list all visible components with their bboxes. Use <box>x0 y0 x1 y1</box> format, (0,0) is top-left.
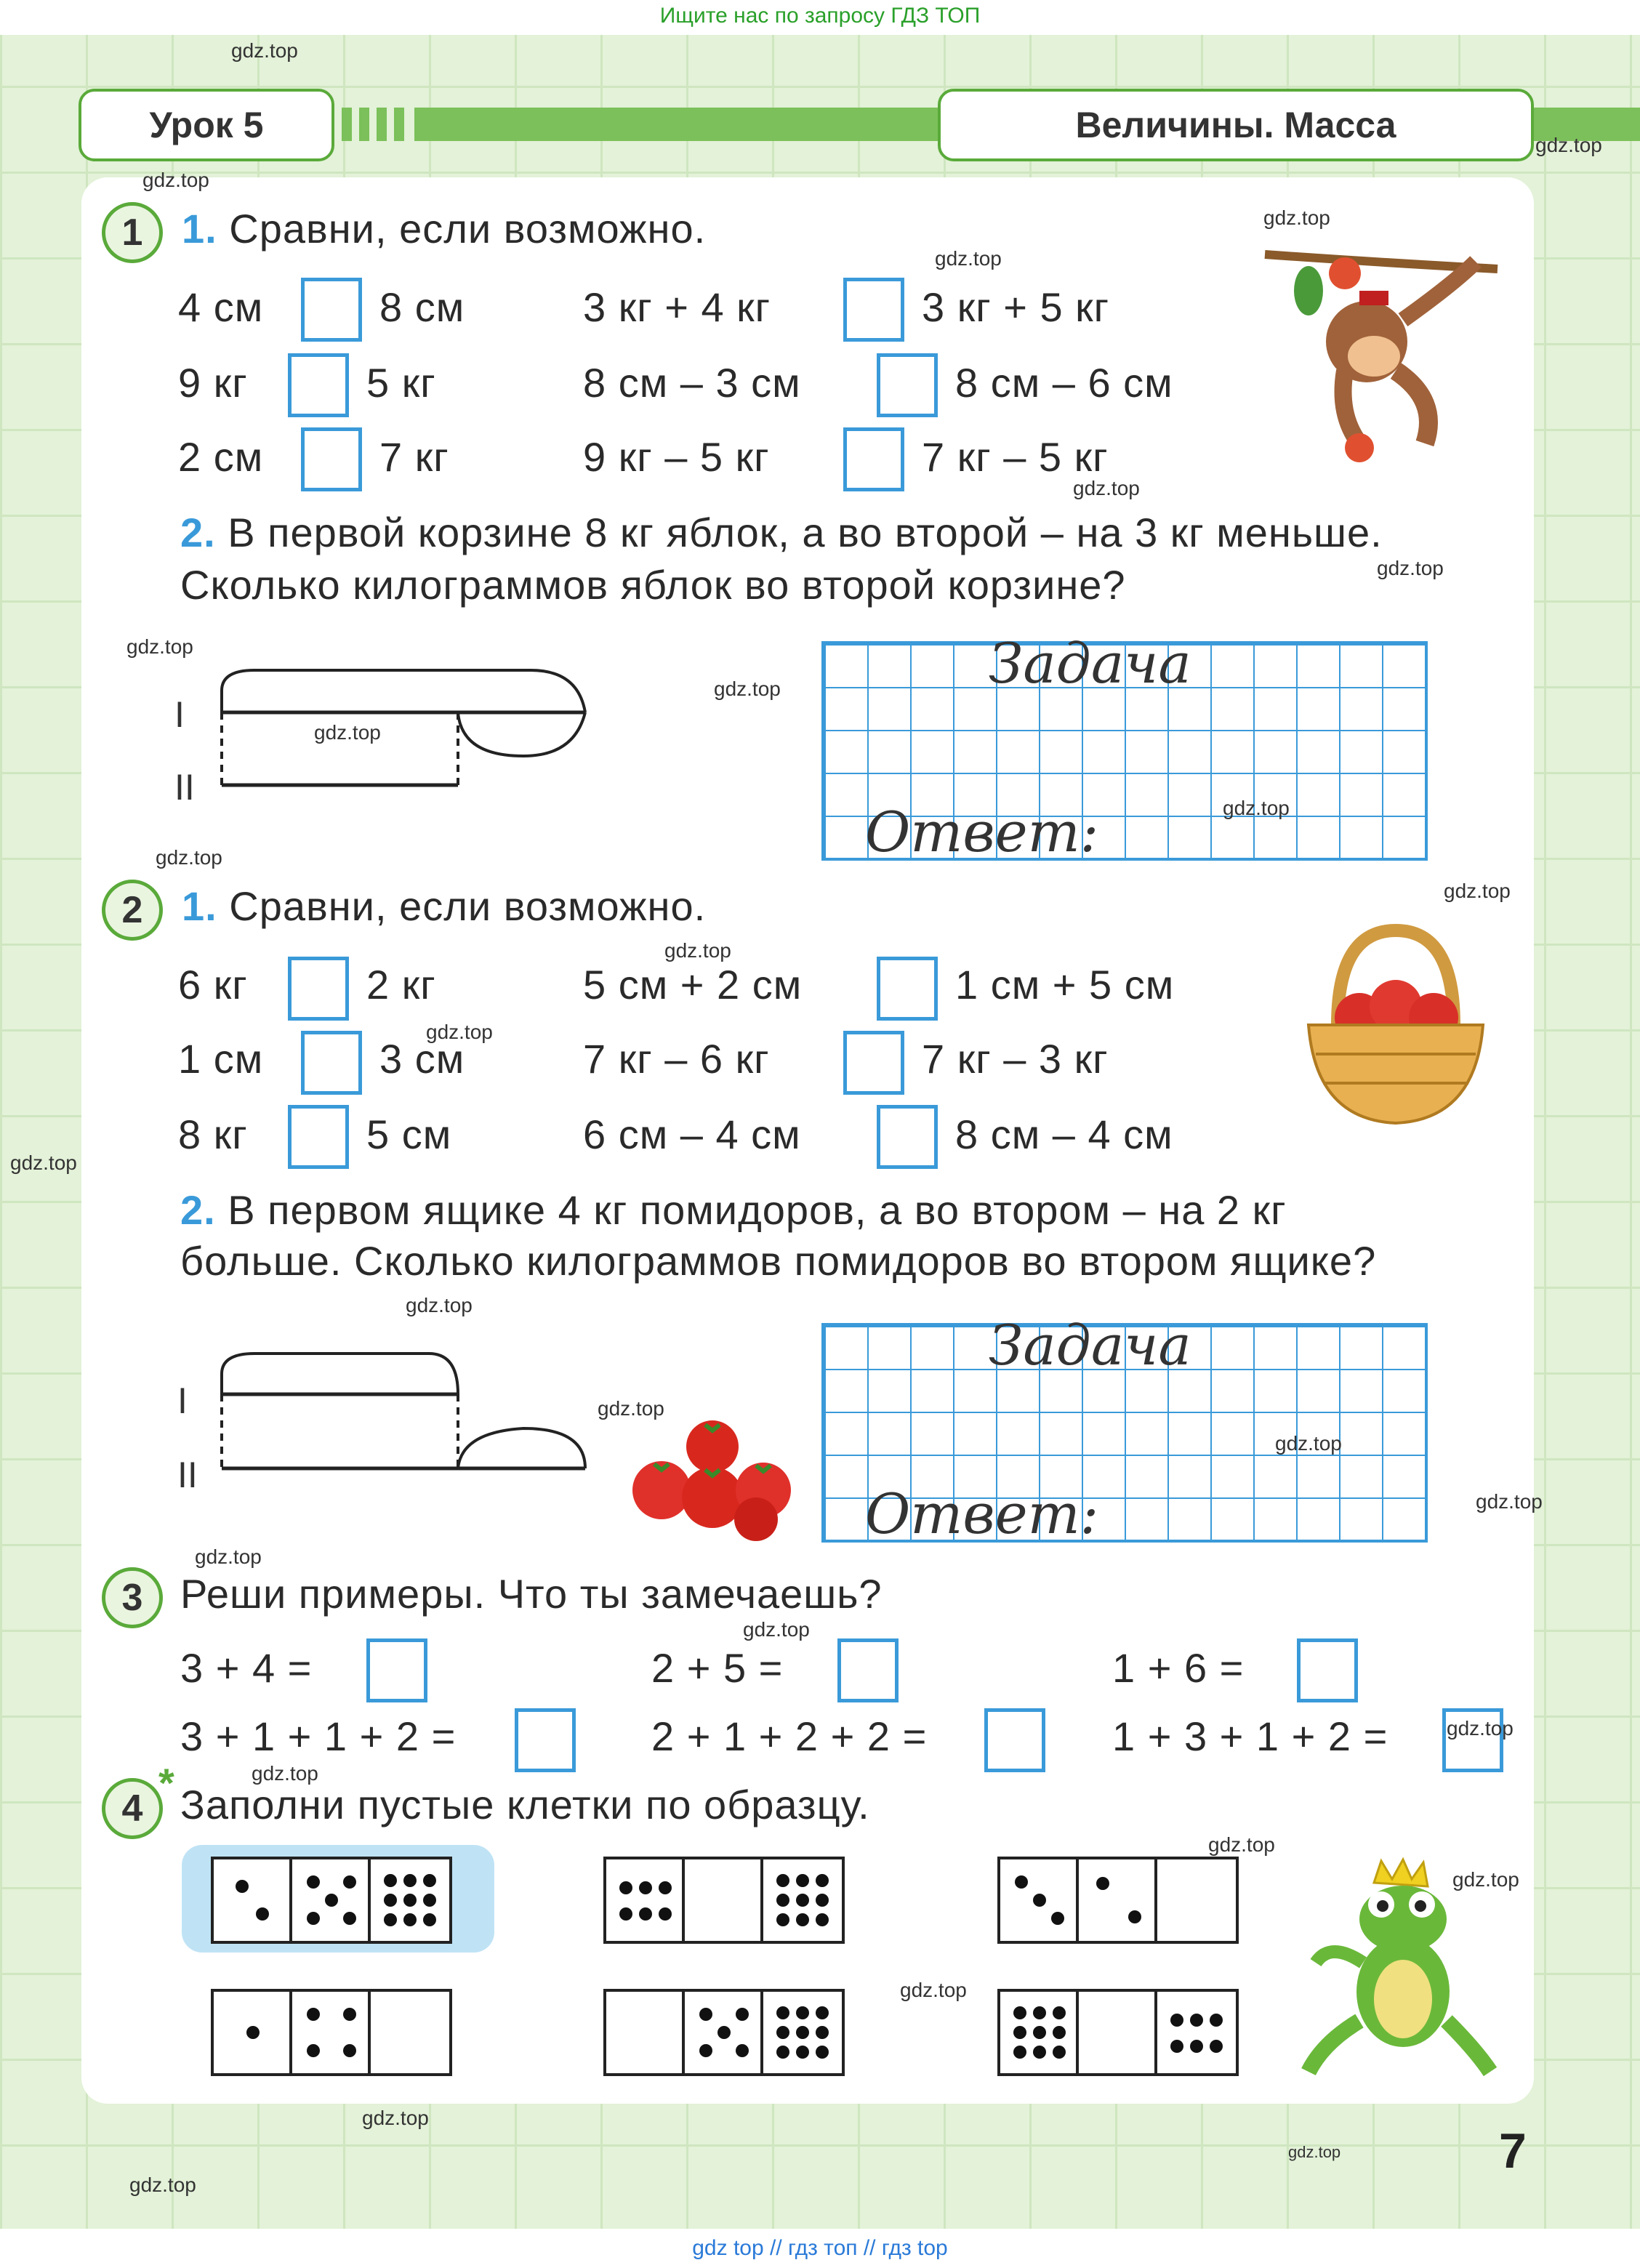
domino-exercise <box>211 1989 452 2076</box>
s1-r1-a: 4 см <box>178 284 264 330</box>
page-number: 7 <box>1499 2123 1527 2179</box>
answer-box[interactable] <box>366 1638 427 1702</box>
answer-box[interactable] <box>515 1708 576 1772</box>
domino-exercise <box>997 1857 1239 1944</box>
compare-box[interactable] <box>877 353 938 417</box>
s1-task2-line1 <box>180 509 1383 556</box>
s2-task2-num: 2. <box>180 1187 216 1233</box>
s1-r3-c: 9 кг – 5 кг <box>583 434 770 480</box>
compare-box[interactable] <box>843 1031 904 1095</box>
watermark-text: gdz.top <box>1073 477 1140 499</box>
s2-r3-b: 5 см <box>366 1111 452 1157</box>
otvet-label: Ответ: <box>865 800 1099 864</box>
s3-expr: 3 + 1 + 1 + 2 = <box>180 1713 457 1759</box>
s2-r2-a: 1 см <box>178 1036 264 1082</box>
compare-box[interactable] <box>288 1105 349 1169</box>
s1-task1-text: Сравни, если возможно. <box>229 206 707 252</box>
otvet-label: Ответ: <box>865 1481 1099 1546</box>
lesson-label: Урок 5 <box>79 89 334 161</box>
watermark-text: gdz.top <box>1476 1490 1543 1513</box>
compare-box[interactable] <box>877 957 938 1021</box>
domino-empty-cell[interactable] <box>1157 1859 1236 1941</box>
domino-cell <box>1079 1859 1157 1941</box>
watermark-text: gdz.top <box>195 1545 262 1568</box>
tomatoes-illustration <box>611 1410 800 1541</box>
watermark-text: gdz.top <box>714 677 781 700</box>
watermark-text: gdz.top <box>252 1762 318 1785</box>
s1-task2-text1: В первой корзине 8 кг яблок, а во второй – на 3 кг меньше. <box>228 510 1383 555</box>
watermark-text: gdz.top <box>1452 1868 1519 1891</box>
watermark-text: gdz.top <box>1535 134 1602 156</box>
s3-expr: 1 + 6 = <box>1112 1645 1245 1691</box>
watermark-text: gdz.top <box>935 247 1002 270</box>
s1-r1-b: 8 см <box>379 284 465 330</box>
s1-r1-c: 3 кг + 4 кг <box>583 284 771 330</box>
bottom-banner[interactable]: gdz top // гдз топ // гдз top <box>0 2229 1640 2268</box>
row-label-I: I <box>174 694 185 735</box>
watermark-text: gdz.top <box>743 1618 810 1641</box>
s1-r2-a: 9 кг <box>178 360 248 406</box>
s2-r1-d: 1 см + 5 см <box>955 962 1175 1008</box>
watermark-text: gdz.top <box>156 846 222 869</box>
s1-r3-b: 7 кг <box>379 434 449 480</box>
watermark-text: gdz.top <box>406 1294 473 1316</box>
s2-r1-b: 2 кг <box>366 962 436 1008</box>
domino-cell <box>763 1992 842 2073</box>
watermark-text: gdz.top <box>1444 880 1511 902</box>
domino-cell <box>1000 1992 1079 2073</box>
top-banner[interactable]: Ищите нас по запросу ГДЗ ТОП <box>0 0 1640 35</box>
s1-r2-b: 5 кг <box>366 360 436 406</box>
domino-empty-cell[interactable] <box>685 1859 763 1941</box>
compare-box[interactable] <box>843 278 904 342</box>
section-2-number: 2 <box>102 880 163 941</box>
s2-r3-a: 8 кг <box>178 1111 248 1157</box>
watermark-text: gdz.top <box>10 1151 77 1174</box>
s1-r1-d: 3 кг + 5 кг <box>922 284 1110 330</box>
compare-box[interactable] <box>301 1031 362 1095</box>
domino-sample <box>211 1857 452 1944</box>
compare-box[interactable] <box>288 353 349 417</box>
answer-box[interactable] <box>984 1708 1045 1772</box>
domino-cell <box>214 1992 292 2073</box>
s2-r2-d: 7 кг – 3 кг <box>922 1036 1109 1082</box>
s1-task2-line2: Сколько килограммов яблок во второй корзине? <box>180 562 1126 608</box>
s2-task2-line1 <box>180 1186 1287 1234</box>
domino-empty-cell[interactable] <box>606 1992 685 2073</box>
domino-cell <box>763 1859 842 1941</box>
section-3-number: 3 <box>102 1567 163 1628</box>
star-mark: * <box>158 1760 174 1806</box>
s2-task2-line2: больше. Сколько килограммов помидоров во втором ящике? <box>180 1238 1377 1284</box>
topic-title: Величины. Масса <box>938 89 1534 161</box>
domino-exercise <box>603 1989 845 2076</box>
domino-empty-cell[interactable] <box>371 1992 449 2073</box>
s2-task1-header <box>182 882 706 930</box>
s3-expr: 1 + 3 + 1 + 2 = <box>1112 1713 1388 1759</box>
compare-box[interactable] <box>843 427 904 491</box>
s2-r1-c: 5 см + 2 см <box>583 962 803 1008</box>
segment-diagram-2 <box>211 1345 603 1490</box>
s1-task2-num: 2. <box>180 510 216 555</box>
monkey-illustration <box>1258 225 1505 472</box>
s3-expr: 3 + 4 = <box>180 1645 313 1691</box>
domino-cell <box>685 1992 763 2073</box>
answer-box[interactable] <box>837 1638 899 1702</box>
domino-cell <box>371 1859 449 1941</box>
section-1-number: 1 <box>102 202 163 263</box>
watermark-text: gdz.top <box>598 1397 664 1420</box>
compare-box[interactable] <box>301 278 362 342</box>
watermark-text: gdz.top <box>1208 1833 1275 1856</box>
apple-basket-illustration <box>1294 916 1498 1134</box>
s2-task1-num: 1. <box>182 883 217 929</box>
s1-task1-num: 1. <box>182 206 217 252</box>
answer-box[interactable] <box>1297 1638 1358 1702</box>
watermark-text: gdz.top <box>900 1979 967 2001</box>
compare-box[interactable] <box>301 427 362 491</box>
domino-empty-cell[interactable] <box>1079 1992 1157 2073</box>
watermark-text: gdz.top <box>126 635 193 658</box>
domino-exercise <box>603 1857 845 1944</box>
domino-cell <box>1157 1992 1236 2073</box>
row-label-I: I <box>177 1380 188 1421</box>
s1-r3-a: 2 см <box>178 434 264 480</box>
s3-expr: 2 + 1 + 2 + 2 = <box>651 1713 928 1759</box>
domino-cell <box>292 1992 371 2073</box>
watermark-text: gdz.top <box>314 721 381 744</box>
watermark-text: gdz.top <box>1263 206 1330 229</box>
watermark-text: gdz.top <box>1377 557 1444 579</box>
watermark-text: gdz.top <box>1288 2143 1341 2161</box>
watermark-text: gdz.top <box>129 2174 196 2196</box>
s3-title: Реши примеры. Что ты замечаешь? <box>180 1571 883 1617</box>
section-4-number: 4 <box>102 1778 163 1839</box>
s3-expr: 2 + 5 = <box>651 1645 784 1691</box>
domino-cell <box>214 1859 292 1941</box>
watermark-text: gdz.top <box>426 1021 493 1043</box>
s2-r2-c: 7 кг – 6 кг <box>583 1036 770 1082</box>
watermark-text: gdz.top <box>362 2107 429 2129</box>
zadacha-label: Задача <box>989 631 1191 696</box>
segment-diagram-1 <box>211 662 603 807</box>
s1-r3-d: 7 кг – 5 кг <box>922 434 1109 480</box>
s1-r2-d: 8 см – 6 см <box>955 360 1173 406</box>
s2-task1-text: Сравни, если возможно. <box>229 883 707 929</box>
domino-exercise <box>997 1989 1239 2076</box>
s4-title: Заполни пустые клетки по образцу. <box>180 1782 870 1827</box>
s2-r1-a: 6 кг <box>178 962 248 1008</box>
row-label-II: II <box>174 767 195 808</box>
row-label-II: II <box>177 1455 198 1495</box>
s1-task1-header <box>182 205 706 252</box>
compare-box[interactable] <box>877 1105 938 1169</box>
zadacha-label: Задача <box>989 1313 1191 1378</box>
watermark-text: gdz.top <box>231 39 298 62</box>
header-stripes <box>342 108 411 145</box>
s2-r3-d: 8 см – 4 см <box>955 1111 1173 1157</box>
watermark-text: gdz.top <box>1447 1717 1514 1740</box>
watermark-text: gdz.top <box>1223 797 1290 819</box>
compare-box[interactable] <box>288 957 349 1021</box>
watermark-text: gdz.top <box>1275 1432 1342 1455</box>
s1-r2-c: 8 см – 3 см <box>583 360 801 406</box>
domino-cell <box>292 1859 371 1941</box>
s2-r2-b: 3 см <box>379 1036 465 1082</box>
domino-cell <box>606 1859 685 1941</box>
s2-task2-text1: В первом ящике 4 кг помидоров, а во втором – на 2 кг <box>228 1187 1287 1233</box>
watermark-text: gdz.top <box>142 169 209 191</box>
domino-cell <box>1000 1859 1079 1941</box>
s2-r3-c: 6 см – 4 см <box>583 1111 801 1157</box>
watermark-text: gdz.top <box>664 939 731 962</box>
